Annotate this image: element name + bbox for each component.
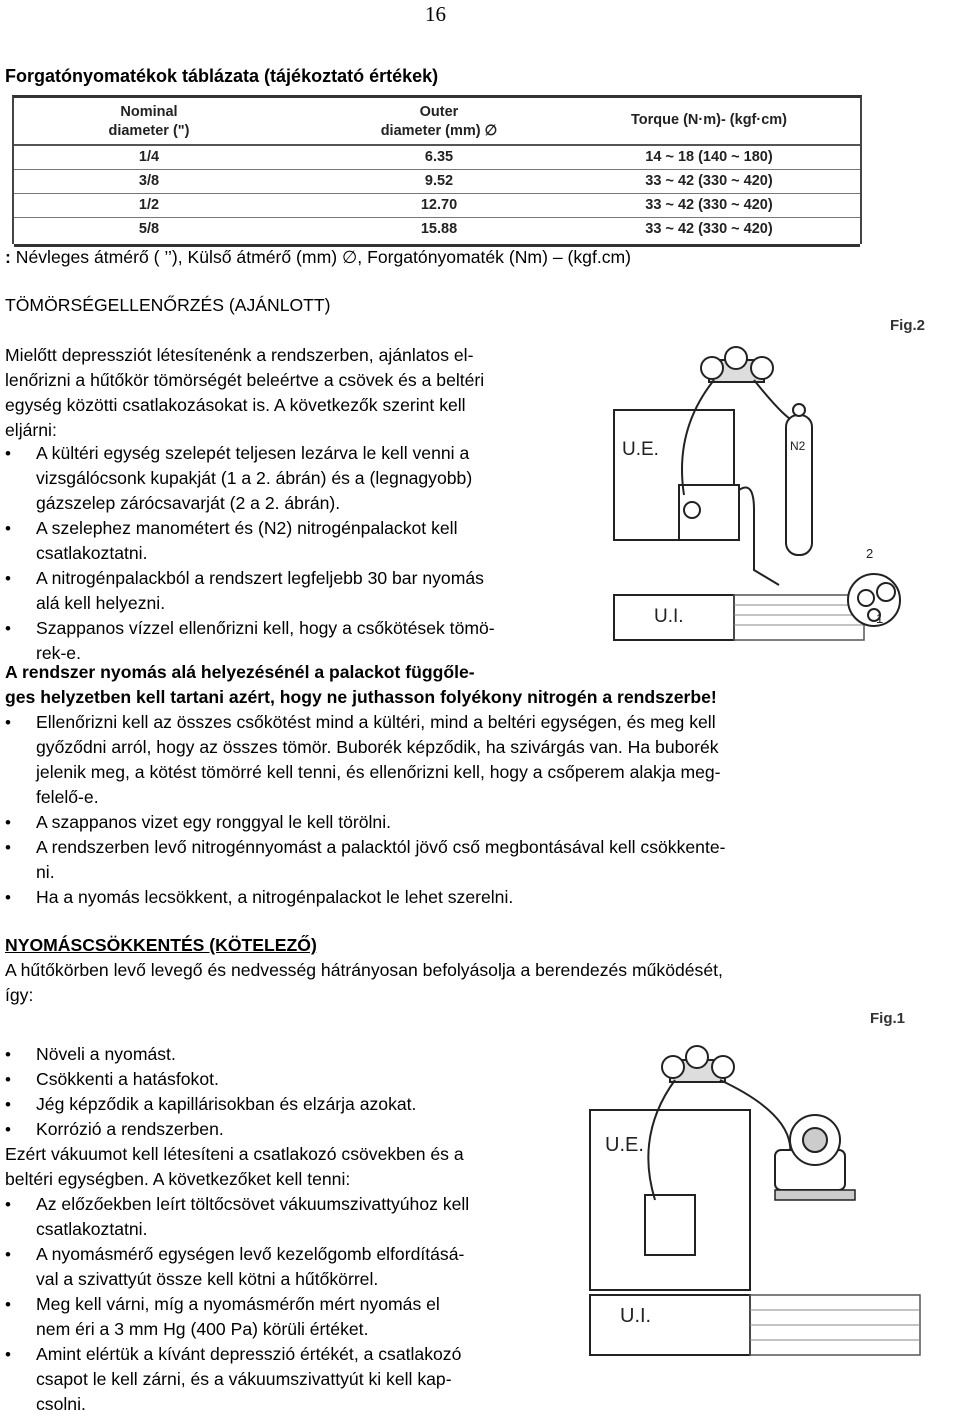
pump-hose (720, 1080, 790, 1155)
text-line: felelő-e. (36, 787, 99, 807)
text-line: egység közötti csatlakozásokat is. A következők szerint kell (5, 395, 466, 415)
fig2-ue-label: U.E. (622, 439, 659, 460)
gauge-hose (648, 1080, 675, 1200)
list-item (5, 710, 725, 810)
header-outer-line1: Outer (419, 104, 459, 120)
cell-nominal: 3/8 (138, 173, 160, 189)
indoor-unit-outline (590, 1295, 750, 1355)
text-line: csatlakoztatni. (36, 543, 148, 563)
cell-outer: 6.35 (424, 149, 454, 165)
text-line: alá kell helyezni. (36, 593, 166, 613)
text-line: • A szelephez manométert és (N2) nitrogénpalackot kell (36, 518, 458, 538)
section1-intro (5, 343, 484, 443)
header-outer-line2: diameter (mm) ∅ (380, 123, 498, 139)
text-line: Mielőtt depressziót létesítenénk a rendszerben, ajánlatos el- (5, 345, 474, 365)
fig2-ui-label: U.I. (654, 606, 684, 627)
cell-outer: 15.88 (420, 221, 458, 237)
text-line: csapot le kell zárni, és a vákuumszivattyút ki kell kap- (36, 1369, 452, 1389)
text-line: • Korrózió a rendszerben. (36, 1119, 224, 1139)
manifold-gauge-icon (662, 1046, 734, 1082)
list-item (5, 1042, 416, 1067)
torque-table-title: Forgatónyomatékok táblázata (tájékoztató értékek) (5, 66, 439, 86)
connecting-pipe (739, 488, 779, 586)
text-line: • A rendszerben levő nitrogénnyomást a palacktól jövő cső megbontásával kell csökkente- (36, 837, 726, 857)
list-item (5, 1092, 416, 1117)
header-outer (344, 103, 534, 141)
section1-heading: TÖMÖRSÉGELLENŐRZÉS (AJÁNLOTT) (5, 295, 331, 315)
text-line: vizsgálócsonk kupakját (1 a 2. ábrán) és a (legnagyobb) (36, 468, 473, 488)
text-line: • Amint elértük a kívánt depresszió értékét, a csatlakozó (36, 1344, 462, 1364)
vacuum-pump-icon (775, 1115, 855, 1200)
text-line: rek-e. (36, 643, 81, 663)
section1-bullet-list (5, 441, 495, 666)
fig2-num2-label: 2 (866, 546, 874, 561)
text-line: lenőrizni a hűtőkör tömörségét beleértve a csövek és a beltéri (5, 370, 485, 390)
header-nominal-line1: Nominal (120, 104, 178, 120)
fig2-label: Fig.2 (890, 317, 926, 334)
cell-torque: 33 ~ 42 (330 ~ 420) (645, 197, 773, 213)
valve-body (679, 485, 739, 540)
nitrogen-cylinder-icon (786, 404, 812, 555)
list-item (5, 1192, 469, 1242)
caption-text: Névleges átmérő ( ’’), Külső átmérő (mm) ∅, Forgatónyomaték (Nm) – (kgf.cm) (10, 247, 632, 267)
text-line: • Növeli a nyomást. (36, 1044, 176, 1064)
header-nominal (74, 103, 224, 141)
text-line: • A nyomásmérő egységen levő kezelőgomb elfordításá- (36, 1244, 465, 1264)
list-item (5, 1242, 469, 1292)
list-item (5, 566, 495, 616)
indoor-coil-outline (734, 595, 864, 640)
cell-outer: 12.70 (420, 197, 458, 213)
fig1-ui-label: U.I. (620, 1305, 652, 1327)
table-row (14, 170, 860, 194)
text-line: ni. (36, 862, 55, 882)
gauge-hose (682, 380, 714, 495)
list-item (5, 1117, 416, 1142)
fig2-n2-label: N2 (790, 439, 806, 453)
text-line: eljárni: (5, 420, 57, 440)
cell-torque: 14 ~ 18 (140 ~ 180) (645, 149, 773, 165)
fig1-ue-label: U.E. (605, 1134, 644, 1156)
text-line: • A kültéri egység szelepét teljesen lezárva le kell venni a (36, 443, 470, 463)
section2-bullet-list-2 (5, 1192, 469, 1417)
table-row (14, 218, 860, 241)
manifold-gauge-icon (701, 347, 773, 382)
text-line: A hűtőkörben levő levegő és nedvesség hátrányosan befolyásolja a berendezés működését, (5, 960, 723, 980)
table-row (14, 194, 860, 218)
text-line: csatlakoztatni. (36, 1219, 148, 1239)
text-line: • Csökkenti a hatásfokot. (36, 1069, 219, 1089)
list-item (5, 616, 495, 666)
caption-prefix: : (5, 247, 11, 267)
cell-nominal: 1/2 (138, 197, 160, 213)
text-line: gázszelep zárócsavarját (2 a 2. ábrán). (36, 493, 341, 513)
text-line: • Az előzőekben leírt töltőcsövet vákuumszivattyúhoz kell (36, 1194, 470, 1214)
section2-heading: NYOMÁSCSÖKKENTÉS (KÖTELEZŐ) (5, 935, 317, 955)
cell-torque: 33 ~ 42 (330 ~ 420) (645, 221, 773, 237)
text-line: így: (5, 985, 34, 1005)
list-item (5, 1067, 416, 1092)
figure-1 (575, 1005, 951, 1405)
header-nominal-line2: diameter (") (108, 123, 190, 139)
list-item (5, 810, 725, 835)
table-header (14, 98, 860, 146)
text-line: • A nitrogénpalackból a rendszert legfeljebb 30 bar nyomás (36, 568, 484, 588)
list-item (5, 835, 725, 885)
valve-detail-icon (848, 574, 900, 626)
list-item (5, 516, 495, 566)
text-line: beltéri egységben. A következőket kell tenni: (5, 1169, 351, 1189)
text-line: • Meg kell várni, míg a nyomásmérőn mért nyomás el (36, 1294, 440, 1314)
header-torque: Torque (N·m)- (kgf·cm) (631, 112, 787, 128)
text-line: • Ha a nyomás lecsökkent, a nitrogénpalackot le lehet szerelni. (36, 887, 514, 907)
text-line: • A szappanos vizet egy ronggyal le kell törölni. (36, 812, 392, 832)
cell-nominal: 1/4 (138, 149, 160, 165)
fig2-num1-label: 1 (876, 611, 884, 626)
page-number: 16 (425, 2, 446, 26)
section2-bullet-list (5, 1042, 416, 1142)
text-line: győződni arról, hogy az összes tömör. Buborék képződik, ha szivárgás van. Ha buborék (36, 737, 719, 757)
text-line: jelenik meg, a kötést tömörré kell tenni, és ellenőrizni kell, hogy a csőperem alakja meg- (36, 762, 721, 782)
list-item (5, 885, 725, 910)
text-line: • Ellenőrizni kell az összes csőkötést mind a kültéri, mind a beltéri egységen, és meg kell (36, 712, 716, 732)
warning-text (5, 660, 717, 710)
cell-outer: 9.52 (424, 173, 454, 189)
fig1-label: Fig.1 (870, 1010, 906, 1027)
text-line: csolni. (36, 1394, 86, 1414)
text-line: val a szivattyút össze kell kötni a hűtőkörrel. (36, 1269, 379, 1289)
torque-table (12, 95, 862, 244)
table-row (14, 146, 860, 170)
list-item (5, 441, 495, 516)
cell-nominal: 5/8 (138, 221, 160, 237)
list-item (5, 1342, 469, 1417)
cell-torque: 33 ~ 42 (330 ~ 420) (645, 173, 773, 189)
figure-2 (604, 310, 956, 662)
section2-intro (5, 958, 723, 1008)
section2-middle (5, 1142, 464, 1192)
list-item (5, 1292, 469, 1342)
valve-body (645, 1195, 695, 1255)
text-line: • Szappanos vízzel ellenőrizni kell, hogy a csőkötések tömö- (36, 618, 495, 638)
text-line: nem éri a 3 mm Hg (400 Pa) körüli értéket. (36, 1319, 369, 1339)
section1-bullet-list-2 (5, 710, 725, 910)
table-caption (5, 245, 631, 270)
text-line: Ezért vákuumot kell létesíteni a csatlakozó csövekben és a (5, 1144, 464, 1164)
text-line: A rendszer nyomás alá helyezésénél a palackot függőle- (5, 662, 475, 682)
text-line: • Jég képződik a kapillárisokban és elzárja azokat. (36, 1094, 417, 1114)
text-line: ges helyzetben kell tartani azért, hogy ne juthasson folyékony nitrogén a rendszerbe! (5, 687, 717, 707)
